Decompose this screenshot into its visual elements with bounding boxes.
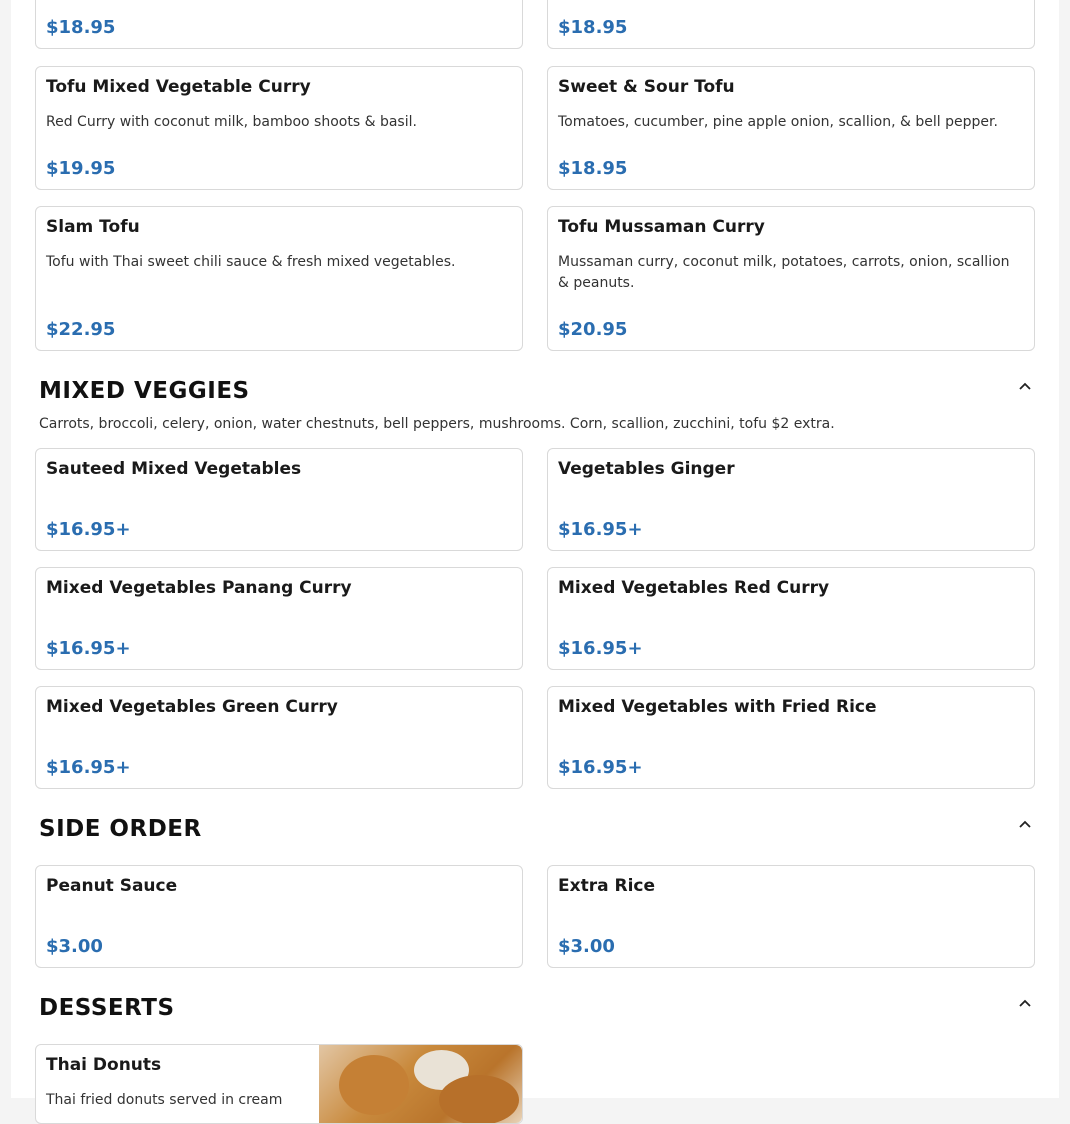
menu-item-card[interactable] bbox=[35, 567, 523, 670]
item-price: $16.95+ bbox=[558, 519, 643, 540]
item-price: $19.95 bbox=[46, 158, 116, 179]
chevron-up-icon[interactable] bbox=[1017, 378, 1033, 394]
menu-item-card[interactable] bbox=[35, 0, 523, 49]
item-name: Thai Donuts bbox=[46, 1055, 162, 1075]
item-name: Mixed Vegetables with Fried Rice bbox=[558, 697, 877, 717]
item-price: $16.95+ bbox=[558, 638, 643, 659]
item-price: $18.95 bbox=[558, 17, 628, 38]
item-description: Red Curry with coconut milk, bamboo shoots & basil. bbox=[46, 114, 417, 130]
item-description: Thai fried donuts served in cream bbox=[46, 1092, 283, 1108]
item-price: $16.95+ bbox=[558, 757, 643, 778]
item-price: $22.95 bbox=[46, 319, 116, 340]
menu-page bbox=[11, 0, 1059, 1108]
item-name: Tofu Mixed Vegetable Curry bbox=[46, 77, 311, 97]
menu-item-card[interactable] bbox=[35, 865, 523, 968]
menu-item-card[interactable] bbox=[35, 448, 523, 551]
item-name: Mixed Vegetables Panang Curry bbox=[46, 578, 352, 598]
food-image bbox=[319, 1045, 522, 1123]
item-name: Extra Rice bbox=[558, 876, 656, 896]
item-name: Sauteed Mixed Vegetables bbox=[46, 459, 302, 479]
menu-item-card[interactable] bbox=[547, 0, 1035, 49]
menu-item-card[interactable] bbox=[547, 567, 1035, 670]
chevron-up-icon[interactable] bbox=[1017, 995, 1033, 1011]
item-description: Tomatoes, cucumber, pine apple onion, scallion, & bell pepper. bbox=[558, 114, 998, 130]
menu-item-card[interactable] bbox=[35, 66, 523, 190]
menu-item-card[interactable] bbox=[547, 448, 1035, 551]
item-price: $16.95+ bbox=[46, 519, 131, 540]
menu-item-card[interactable] bbox=[547, 686, 1035, 789]
menu-item-card[interactable] bbox=[35, 686, 523, 789]
item-price: $3.00 bbox=[46, 936, 103, 957]
chevron-up-icon[interactable] bbox=[1017, 816, 1033, 832]
item-price: $20.95 bbox=[558, 319, 628, 340]
menu-item-card[interactable] bbox=[35, 206, 523, 351]
section-title-desserts: DESSERTS bbox=[39, 995, 175, 1021]
item-price: $18.95 bbox=[558, 158, 628, 179]
item-price: $16.95+ bbox=[46, 638, 131, 659]
item-name: Mixed Vegetables Red Curry bbox=[558, 578, 830, 598]
item-name: Sweet & Sour Tofu bbox=[558, 77, 735, 97]
item-price: $3.00 bbox=[558, 936, 615, 957]
item-price: $18.95 bbox=[46, 17, 116, 38]
item-name: Tofu Mussaman Curry bbox=[558, 217, 765, 237]
section-title-mixed-veggies: MIXED VEGGIES bbox=[39, 378, 250, 404]
menu-item-card[interactable] bbox=[547, 206, 1035, 351]
item-price: $16.95+ bbox=[46, 757, 131, 778]
menu-item-card[interactable] bbox=[35, 1044, 523, 1124]
menu-item-card[interactable] bbox=[547, 66, 1035, 190]
item-name: Mixed Vegetables Green Curry bbox=[46, 697, 338, 717]
section-title-side-order: SIDE ORDER bbox=[39, 816, 202, 842]
item-description: Tofu with Thai sweet chili sauce & fresh mixed vegetables. bbox=[46, 254, 456, 270]
menu-item-card[interactable] bbox=[547, 865, 1035, 968]
item-name: Peanut Sauce bbox=[46, 876, 178, 896]
item-description: Mussaman curry, coconut milk, potatoes, carrots, onion, scallion & peanuts. bbox=[558, 254, 1010, 291]
section-description-mixed-veggies: Carrots, broccoli, celery, onion, water chestnuts, bell peppers, mushrooms. Corn, scallion, zucchini, tofu $2 extra. bbox=[39, 416, 835, 432]
item-name: Vegetables Ginger bbox=[558, 459, 735, 479]
item-name: Slam Tofu bbox=[46, 217, 140, 237]
